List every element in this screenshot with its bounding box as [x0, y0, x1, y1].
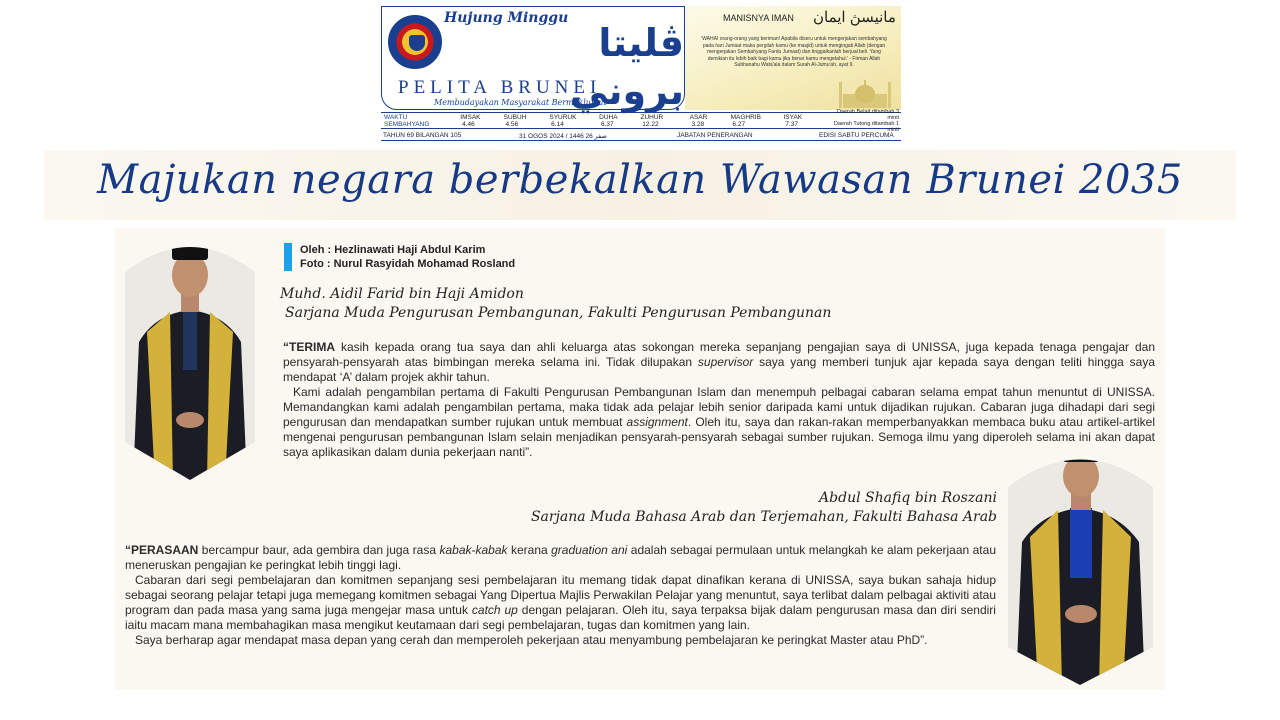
prayer-zuhur: ZUHUR 12.22 [640, 113, 664, 128]
quran-quote: 'WAHAI orang-orang yang beriman! Apabila diseru untuk mengerjakan sembahyang pada hari Jumaat maka pergilah kamu (ke masjid) untuk mengingati Allah (dengan mengerjakan Sembahyang Fardu Jumaat) dan tinggalkanlah berjual beli. Yang demikian itu lebih baik bagi kamu jika benar kamu mengetahui.' - Firman Allah Subhanahu Wata'ala dalam Surah Al-Jumu'ah, ayat 9. [701, 36, 887, 69]
graduate-2-paragraph-3: Saya berharap agar mendapat masa depan yang cerah dan memperoleh pekerjaan atau menyambung pembelajaran ke peringkat Master atau PhD”. [135, 633, 928, 647]
prayer-imsak: IMSAK 4.46 [460, 113, 481, 128]
masthead [381, 6, 901, 142]
graduate-1-degree: Sarjana Muda Pengurusan Pembangunan, Fakulti Pengurusan Pembangunan [285, 305, 832, 321]
portrait-graduate-1 [125, 232, 255, 480]
graduate-1-paragraph-1: “TERIMA kasih kepada orang tua saya dan ahli keluarga atas sokongan mereka sepanjang pengajian saya di UNISSA, juga kepada tenaga pengajar dan pensyarah-pensyarah atas bimbingan mereka selama ini. Tidak dilupakan supervisor saya yang memberi tunjuk ajar kepada saya dengan teliti hingga saya mendapat ‘A’ dalam projek akhir tahun. [283, 340, 1155, 384]
prayer-times-bar [381, 108, 901, 133]
manisnya-iman-label: MANISNYA IMAN [723, 13, 794, 23]
prayer-maghrib: MAGHRIB 6.27 [730, 113, 761, 128]
portrait-graduate-2 [1008, 442, 1153, 685]
graduate-1-quote [283, 340, 1155, 460]
prayer-isyak: ISYAK 7.37 [783, 113, 803, 128]
prayer-duha: DUHA 6.37 [599, 113, 618, 128]
jabatan-penerangan: JABATAN PENERANGAN [677, 132, 753, 139]
issue-info-bar [381, 130, 901, 141]
byline [284, 243, 515, 271]
prayer-times-label: WAKTU SEMBAHYANG [384, 113, 430, 128]
headline: Majukan negara berbekalkan Wawasan Brunei 2035 [97, 157, 1183, 203]
graduate-2-name: Abdul Shafiq bin Roszani [819, 490, 997, 506]
graduate-2-paragraph-1: “PERASAAN bercampur baur, ada gembira dan juga rasa kabak-kabak kerana graduation ani adalah sebagai permulaan untuk melangkah ke alam pekerjaan atau meneruskan pengajian ke peringkat lebih tinggi lagi. [125, 543, 996, 572]
jawi-title: ڤليتا بروني [569, 21, 684, 113]
manisnya-iman-panel [685, 6, 901, 110]
byline-photo: Foto : Nurul Rasyidah Mohamad Rosland [300, 258, 516, 270]
issue-date: 31 OGOS 2024 / 1446 26 صفر [519, 133, 607, 140]
prayer-district-note: Daerah Belait ditambah 3 minit Daerah Tutong ditambah 1 minit [833, 108, 900, 133]
tahun-bilangan: TAHUN 69 BILANGAN 105 [383, 132, 462, 139]
prayer-subuh: SUBUH 4.56 [503, 113, 527, 128]
graduate-2-degree: Sarjana Muda Bahasa Arab dan Terjemahan, Fakulti Bahasa Arab [530, 509, 997, 525]
manisnya-iman-jawi: مانيسڽ ايمان [813, 9, 896, 26]
national-crest-icon [388, 15, 442, 69]
graduate-1-paragraph-2: Kami adalah pengambilan pertama di Fakulti Pengurusan Pembangunan Islam dan menempuh pelbagai cabaran selama empat tahun menuntut di UNISSA. Memandangkan kami adalah pengambilan pertama, maka tidak ada pelajar lebih senior daripada kami untuk dijadikan rujukan. Cabaran juga dihadapi dari segi pengurusan dan mendapatkan sumber rujukan untuk membuat assignment. Oleh itu, saya dan rakan-rakan memperbanyakkan membaca buku atau artikel-artikel mengenai pengurusan pembangunan Islam selain menjadikan pensyarah-pensyarah sebagai sumber rujukan. Semoga ilmu yang diperoleh selama ini akan dapat saya aplikasikan dalam dunia pekerjaan nanti”. [283, 385, 1156, 459]
pelita-brunei-title: PELITA BRUNEI [398, 77, 602, 98]
tagline: Membudayakan Masyarakat Bermaklumat [434, 98, 607, 107]
graduate-1-name: Muhd. Aidil Farid bin Haji Amidon [280, 286, 524, 302]
hujung-minggu-label: Hujung Minggu [444, 10, 569, 26]
mosque-icon [835, 78, 895, 108]
byline-author: Oleh : Hezlinawati Haji Abdul Karim [300, 244, 486, 256]
masthead-logo-panel [381, 6, 685, 113]
prayer-syuruk: SYURUK 6.14 [549, 113, 577, 128]
graduate-2-paragraph-2: Cabaran dari segi pembelajaran dan komitmen sepanjang sesi pembelajaran itu memang tidak dapat dinafikan kerana di UNISSA, saya bukan sahaja hidup sebagai seorang pelajar tetapi juga memegang komitmen sebagai Yang Dipertua Majlis Perwakilan Pelajar yang menuntut, saya terlibat dalam pelbagai aktiviti atau program dan pada masa yang sama juga mengejar masa untuk catch up dengan pelajaran. Oleh itu, saya terpaksa bijak dalam pengurusan masa dan diri sendiri iaitu macam mana membahagikan masa mengikut keutamaan dari segi pembelajaran, tugas dan komitmen yang lain. [125, 573, 996, 632]
prayer-asar: ASAR 3.28 [689, 113, 708, 128]
edisi-label: EDISI SABTU PERCUMA [819, 132, 894, 139]
graduate-2-quote [125, 543, 996, 648]
